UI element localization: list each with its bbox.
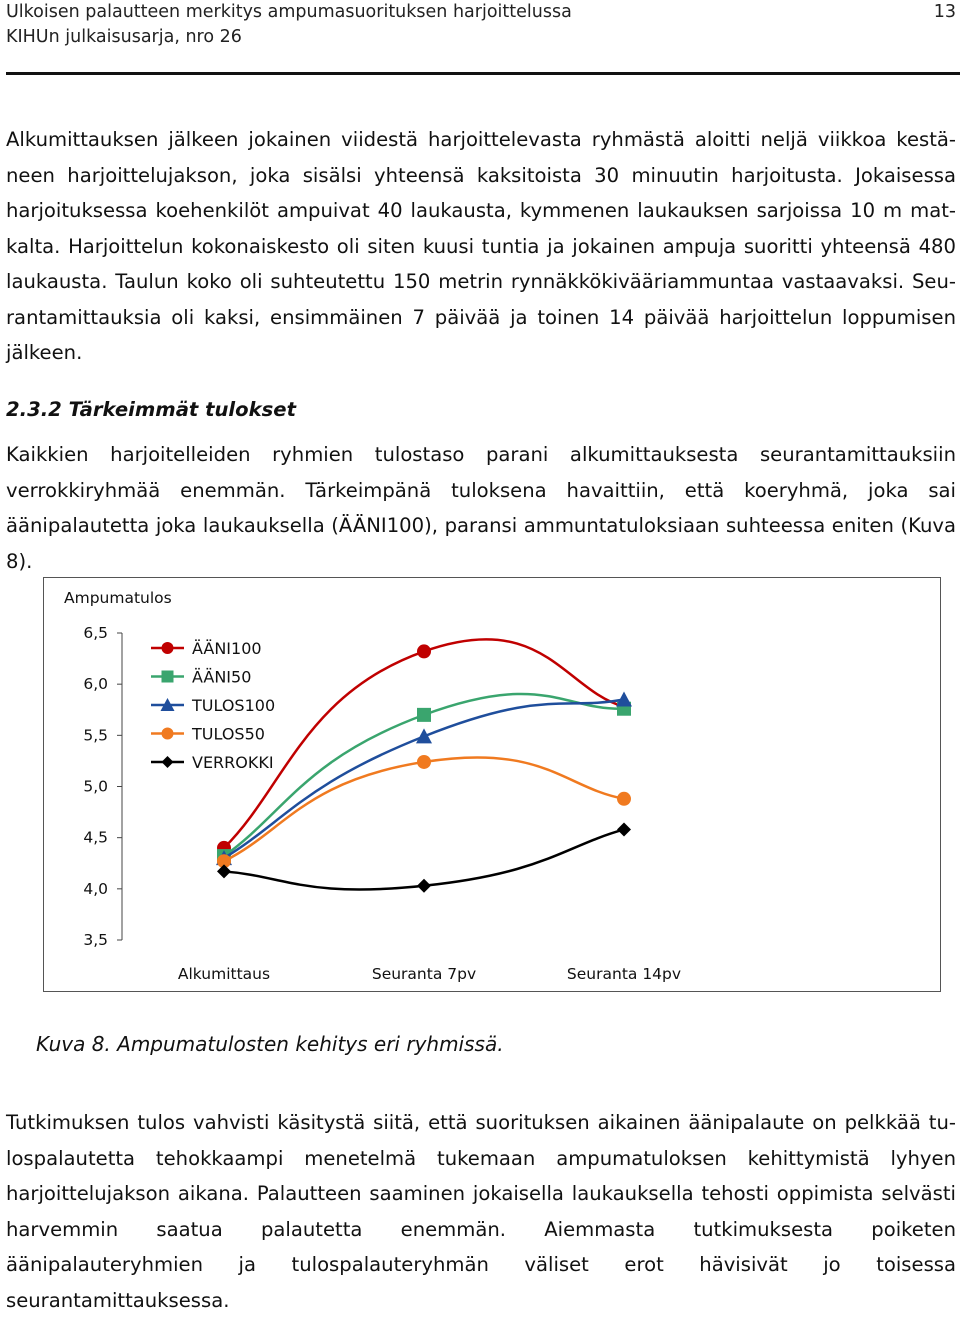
- legend-label: ÄÄNI100: [192, 639, 262, 658]
- data-point-2-2: [616, 692, 632, 707]
- figure-caption: Kuva 8. Ampumatulosten kehitys eri ryhmissä.: [36, 1032, 504, 1056]
- paragraph-intro: Alkumittauksen jälkeen jokainen viidestä harjoittelevasta ryhmästä aloitti neljä viikkoa kestäneen harjoittelujakson, joka sisälsi yhteensä kaksitoista 30 minuutin harjoitusta. Jokaisessa harjoituksessa koehenkilöt ampuivat 40 laukausta, kymmenen laukauksen sarjoissa 10 m matkalta. Harjoittelun kokonaiskesto oli siten kuusi tuntia ja jokainen ampuja suoritti yhteensä 480 laukausta. Taulun koko oli suhteutettu 150 metrin rynnäkkökivääriammuntaa vastaavaksi. Seurantamittauksia oli kaksi, ensimmäinen 7 päivää ja toinen 14 päivää harjoittelun loppumisen jälkeen.: [6, 128, 956, 364]
- series-line-3: [224, 757, 624, 861]
- figure-chart: [43, 577, 941, 992]
- y-tick-label: 5,0: [83, 777, 108, 796]
- legend-marker: [162, 728, 174, 740]
- header-text: [6, 0, 572, 50]
- y-tick-label: 4,0: [83, 879, 108, 898]
- legend-label: TULOS100: [192, 696, 276, 715]
- legend-marker: [162, 756, 174, 768]
- series-line-2: [224, 700, 624, 859]
- page-header: [6, 0, 956, 76]
- y-tick-label: 3,5: [83, 931, 108, 949]
- legend-marker: [162, 671, 174, 683]
- x-tick-label: Seuranta 14pv: [566, 965, 682, 983]
- data-point-1-1: [417, 708, 431, 722]
- header-rule: [6, 72, 960, 75]
- series-line-0: [224, 639, 624, 848]
- data-point-4-1: [417, 879, 431, 893]
- line-chart: [44, 578, 942, 993]
- y-axis-label: Ampumatulos: [64, 589, 172, 607]
- y-tick-label: 6,5: [83, 624, 108, 642]
- page-number: 13: [933, 2, 956, 22]
- y-tick-label: 5,5: [83, 726, 108, 745]
- data-point-3-1: [417, 755, 431, 769]
- data-point-4-0: [217, 864, 231, 878]
- y-tick-label: 4,5: [83, 828, 108, 847]
- legend-marker: [162, 642, 174, 654]
- x-tick-label: Seuranta 7pv: [371, 965, 477, 983]
- x-tick-label: Alkumittaus: [177, 965, 271, 983]
- legend-label: ÄÄNI50: [192, 667, 252, 687]
- legend-label: TULOS50: [192, 724, 265, 744]
- data-point-0-1: [417, 644, 431, 658]
- data-point-3-2: [617, 792, 631, 806]
- paragraph-conclusion: Tutkimuksen tulos vahvisti käsitystä siitä, että suorituksen aikainen äänipalaute on pelkkää tulospalautetta tehokkaampi menetelmä tukemaan ampumatuloksen kehittymistä lyhyen harjoittelujakson aikana. Palautteen saaminen jokaisella laukauksella tehosti oppimista selvästi harvemmin saatua palautetta enemmän. Aiemmasta tutkimuksesta poiketen äänipalauteryhmien ja tulospalauteryhmän väliset erot hävisivät jo toisessa seurantamittauksessa.: [6, 1111, 956, 1312]
- header-title: Ulkoisen palautteen merkitys ampumasuorituksen harjoittelussa: [6, 2, 572, 22]
- legend-label: VERROKKI: [192, 753, 274, 772]
- y-tick-label: 6,0: [83, 675, 108, 694]
- data-point-2-1: [416, 728, 432, 743]
- data-point-4-2: [617, 822, 631, 836]
- header-series: KIHUn julkaisusarja, nro 26: [6, 27, 242, 47]
- paragraph-results: Kaikkien harjoitelleiden ryhmien tulostaso parani alkumittauksesta seurantamittauksiin verrokkiryhmää enemmän. Tärkeimpänä tuloksena havaittiin, että koeryhmä, joka sai äänipalautetta joka laukauksella (ÄÄNI100), paransi ammuntatuloksiaan suhteessa eniten (Kuva 8).: [6, 443, 956, 573]
- section-heading: 2.3.2 Tärkeimmät tulokset: [6, 398, 296, 421]
